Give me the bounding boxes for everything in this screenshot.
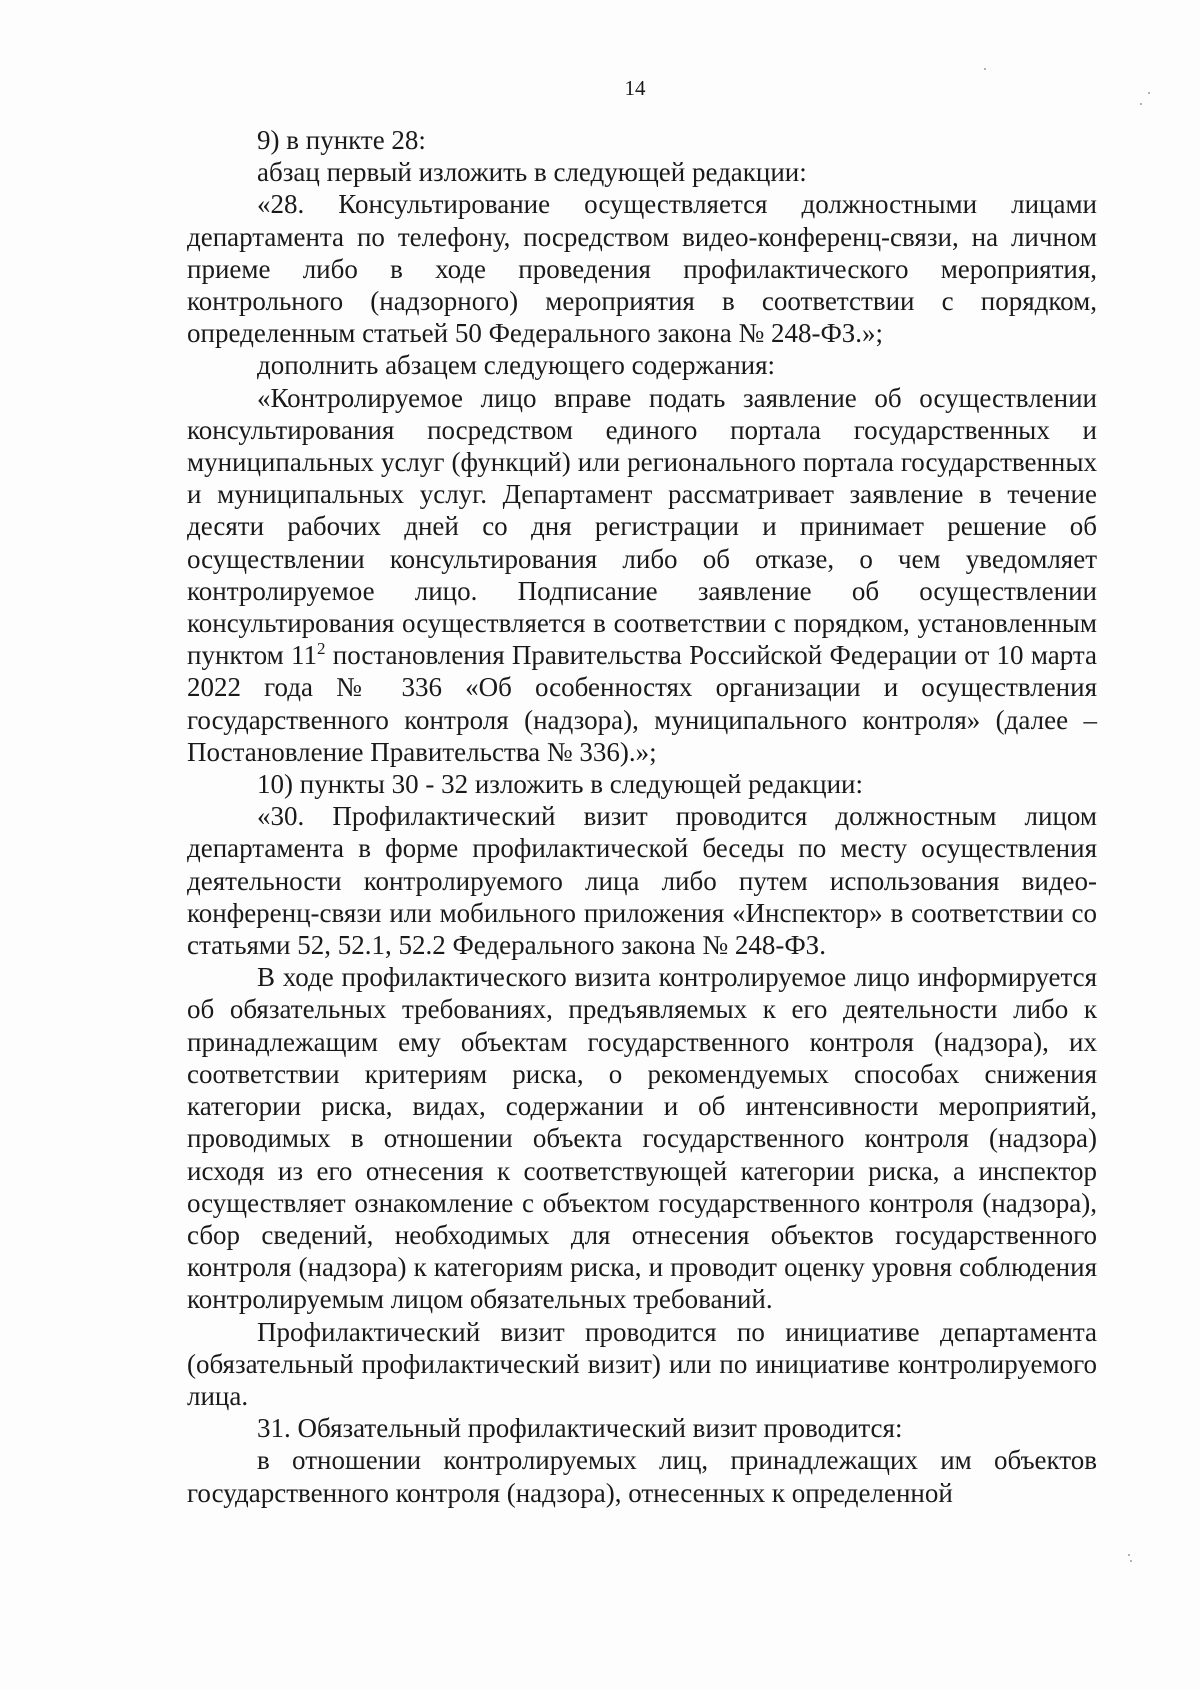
paragraph-point-28: «28. Консультирование осуществляется должностными лицами департамента по телефону, посредством видео-конференц-связи, на личном приеме либо в ходе проведения профилактического мероприятия, контрольного (надзорного) мероприятия в соответствии с порядком, определенным статьей 50 Федерального закона № 248-ФЗ.»; [187, 189, 1097, 349]
paragraph-mandatory-visit: в отношении контролируемых лиц, принадлежащих им объектов государственного контроля (надзора), отнесенных к определенной [187, 1445, 1097, 1508]
paragraph-visit-initiative: Профилактический визит проводится по инициативе департамента (обязательный профилактический визит) или по инициативе контролируемого лица. [187, 1316, 1097, 1411]
paragraph-abzac-first: абзац первый изложить в следующей редакции: [257, 157, 807, 188]
document-body [187, 124, 1097, 1509]
paragraph-consulting-part-a: «Контролируемое лицо вправе подать заявление об осуществлении консультирования посредством единого портала государственных и муниципальных услуг (функций) или регионального портала государственных и муниципальных услуг. Департамент рассматривает заявление в течение десяти рабочих дней со дня регистрации и принимает решение об осуществлении консультирования либо об отказе, о чем уведомляет контролируемое лицо. Подписание заявление об осуществлении консультирования осуществляется в соответствии с порядком, установленным пунктом 11 [187, 382, 1097, 671]
page-number: 14 [624, 76, 646, 100]
superscript-2: 2 [316, 639, 326, 659]
paragraph-item-9: 9) в пункте 28: [257, 125, 426, 155]
paragraph-add-abzac: дополнить абзацем следующего содержания: [257, 350, 776, 381]
paragraph-consulting-application [187, 382, 1097, 768]
paragraph-consulting-part-b: постановления Правительства Российской Федерации от 10 марта 2022 года № 336 «Об особенностях организации и осуществления государственного контроля (надзора), муниципального контроля» (далее – Постановление Правительства № 336).»; [187, 640, 1097, 767]
paragraph-point-31: 31. Обязательный профилактический визит проводится: [257, 1413, 903, 1444]
paragraph-point-30: «30. Профилактический визит проводится должностным лицом департамента в форме профилактической беседы по месту осуществления деятельности контролируемого лица либо путем использования видео-конференц-связи или мобильного приложения «Инспектор» в соответствии со статьями 52, 52.1, 52.2 Федерального закона № 248-ФЗ. [187, 801, 1097, 961]
paragraph-item-10: 10) пункты 30 - 32 изложить в следующей редакции: [257, 769, 863, 800]
paragraph-visit-course: В ходе профилактического визита контролируемое лицо информируется об обязательных требованиях, предъявляемых к его деятельности либо к принадлежащим ему объектам государственного контроля (надзора), их соответствии критериям риска, о рекомендуемых способах снижения категории риска, видах, содержании и об интенсивности мероприятий, проводимых в отношении объекта государственного контроля (надзора) исходя из его отнесения к соответствующей категории риска, а инспектор осуществляет ознакомление с объектом государственного контроля (надзора), сбор сведений, необходимых для отнесения объектов государственного контроля (надзора) к категориям риска, и проводит оценку уровня соблюдения контролируемым лицом обязательных требований. [187, 962, 1097, 1315]
